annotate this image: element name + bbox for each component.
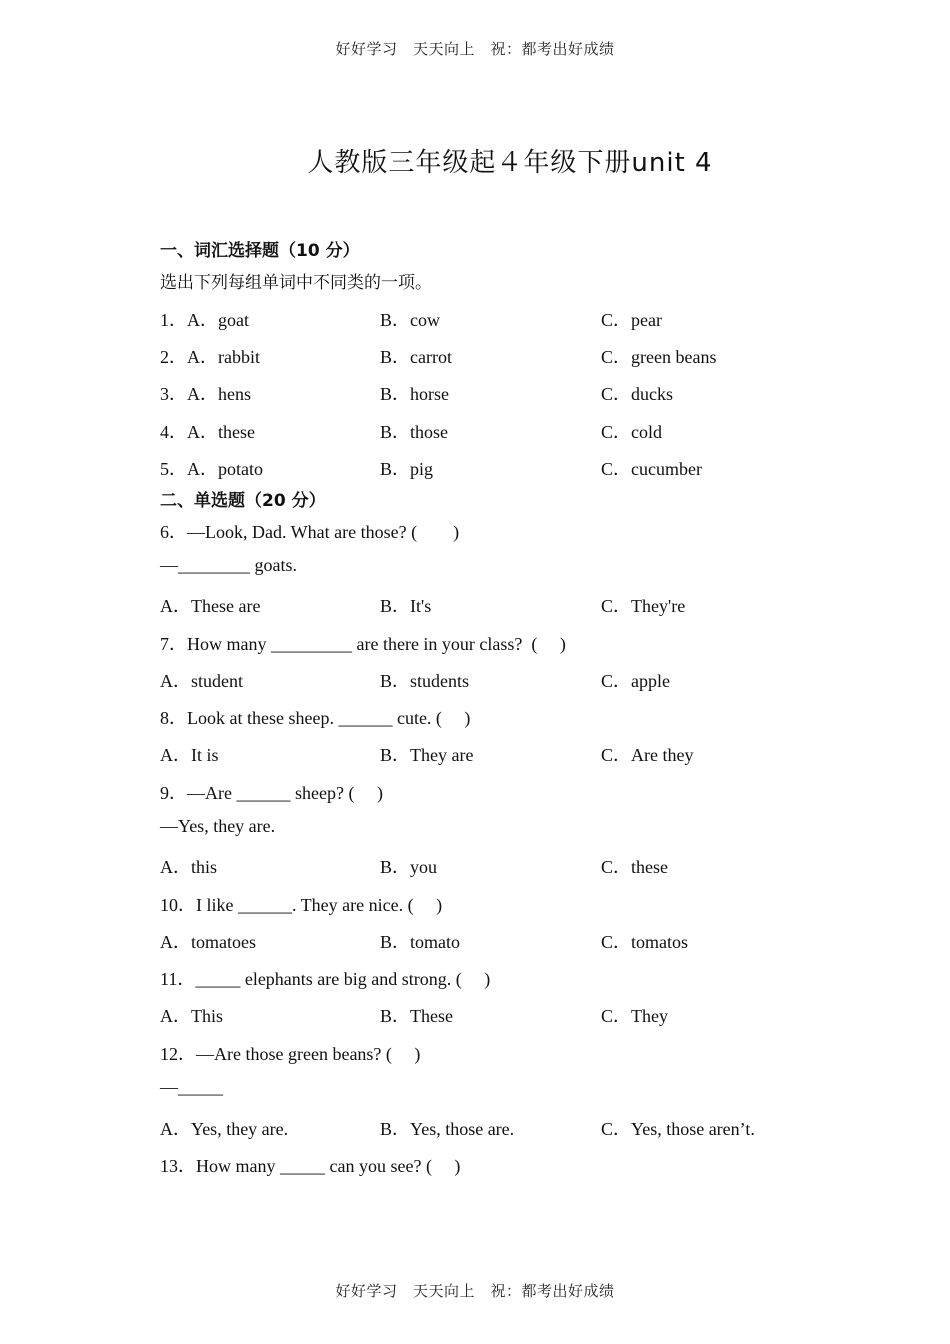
question-8-options [160, 741, 860, 765]
page-footer: 好好学习 天天向上 祝：都考出好成绩 [335, 1282, 615, 1300]
question-6-stem: 6．—Look, Dad. What are those? ( ) [160, 522, 460, 542]
option-c: C．ducks [601, 384, 673, 404]
option-b: B．tomato [380, 932, 460, 952]
question-12-options [160, 1115, 860, 1139]
question-9-options [160, 853, 860, 877]
option-b: B．you [380, 857, 438, 877]
option-c: C．Are they [601, 745, 694, 765]
option-a: A．Yes, they are. [160, 1119, 289, 1139]
option-b: B．cow [380, 310, 440, 330]
question-7-stem: 7．How many _________ are there in your class? ( ) [160, 634, 566, 654]
option-a: 3．A．hens [160, 384, 251, 404]
option-c: C．pear [601, 310, 662, 330]
option-a: A．These are [160, 596, 261, 616]
option-b: B．those [380, 422, 449, 442]
option-c: C．They're [601, 596, 686, 616]
option-a: 5．A．potato [160, 459, 263, 479]
question-10-options [160, 928, 860, 952]
option-a: A．student [160, 671, 243, 691]
option-c: C．cold [601, 422, 662, 442]
question-10-stem: 10．I like ______. They are nice. ( ) [160, 895, 443, 915]
question-13-stem: 13．How many _____ can you see? ( ) [160, 1156, 461, 1176]
option-a: 4．A．these [160, 422, 255, 442]
document-title: 人教版三年级起４年级下册unit 4 [307, 148, 713, 178]
option-c: C．They [601, 1006, 668, 1026]
option-a: A．tomatoes [160, 932, 256, 952]
question-6-answer-line: —________ goats. [160, 555, 297, 575]
option-c: C．green beans [601, 347, 717, 367]
question-12-stem: 12．—Are those green beans? ( ) [160, 1044, 421, 1064]
option-b: B．students [380, 671, 470, 691]
question-11-options [160, 1002, 860, 1026]
question-9-stem: 9．—Are ______ sheep? ( ) [160, 783, 383, 803]
option-a: A．this [160, 857, 218, 877]
question-1-row [160, 306, 860, 330]
option-a: A．It is [160, 745, 219, 765]
option-a: 1．A．goat [160, 310, 249, 330]
question-11-stem: 11．_____ elephants are big and strong. ( ) [160, 969, 491, 989]
option-c: C．apple [601, 671, 670, 691]
question-5-row [160, 455, 860, 479]
question-8-stem: 8．Look at these sheep. ______ cute. ( ) [160, 708, 471, 728]
question-4-row [160, 418, 860, 442]
option-a: 2．A．rabbit [160, 347, 260, 367]
option-c: C．cucumber [601, 459, 702, 479]
option-c: C．these [601, 857, 668, 877]
option-b: B．carrot [380, 347, 452, 367]
question-12-answer-line: —_____ [160, 1077, 223, 1097]
option-b: B．Yes, those are. [380, 1119, 515, 1139]
section-heading-vocabulary: 一、词汇选择题（10 分） [160, 241, 360, 261]
section-instruction: 选出下列每组单词中不同类的一项。 [160, 273, 432, 293]
question-3-row [160, 380, 860, 404]
option-b: B．pig [380, 459, 434, 479]
option-b: B．They are [380, 745, 474, 765]
option-c: C．tomatos [601, 932, 689, 952]
question-6-options [160, 592, 860, 616]
option-b: B．horse [380, 384, 449, 404]
question-7-options [160, 667, 860, 691]
option-a: A．This [160, 1006, 223, 1026]
option-b: B．These [380, 1006, 453, 1026]
question-2-row [160, 343, 860, 367]
page-header: 好好学习 天天向上 祝：都考出好成绩 [335, 40, 615, 58]
option-c: C．Yes, those aren’t. [601, 1119, 755, 1139]
question-9-answer-line: —Yes, they are. [160, 816, 276, 836]
option-b: B．It's [380, 596, 432, 616]
section-heading-single-choice: 二、单选题（20 分） [160, 491, 326, 511]
